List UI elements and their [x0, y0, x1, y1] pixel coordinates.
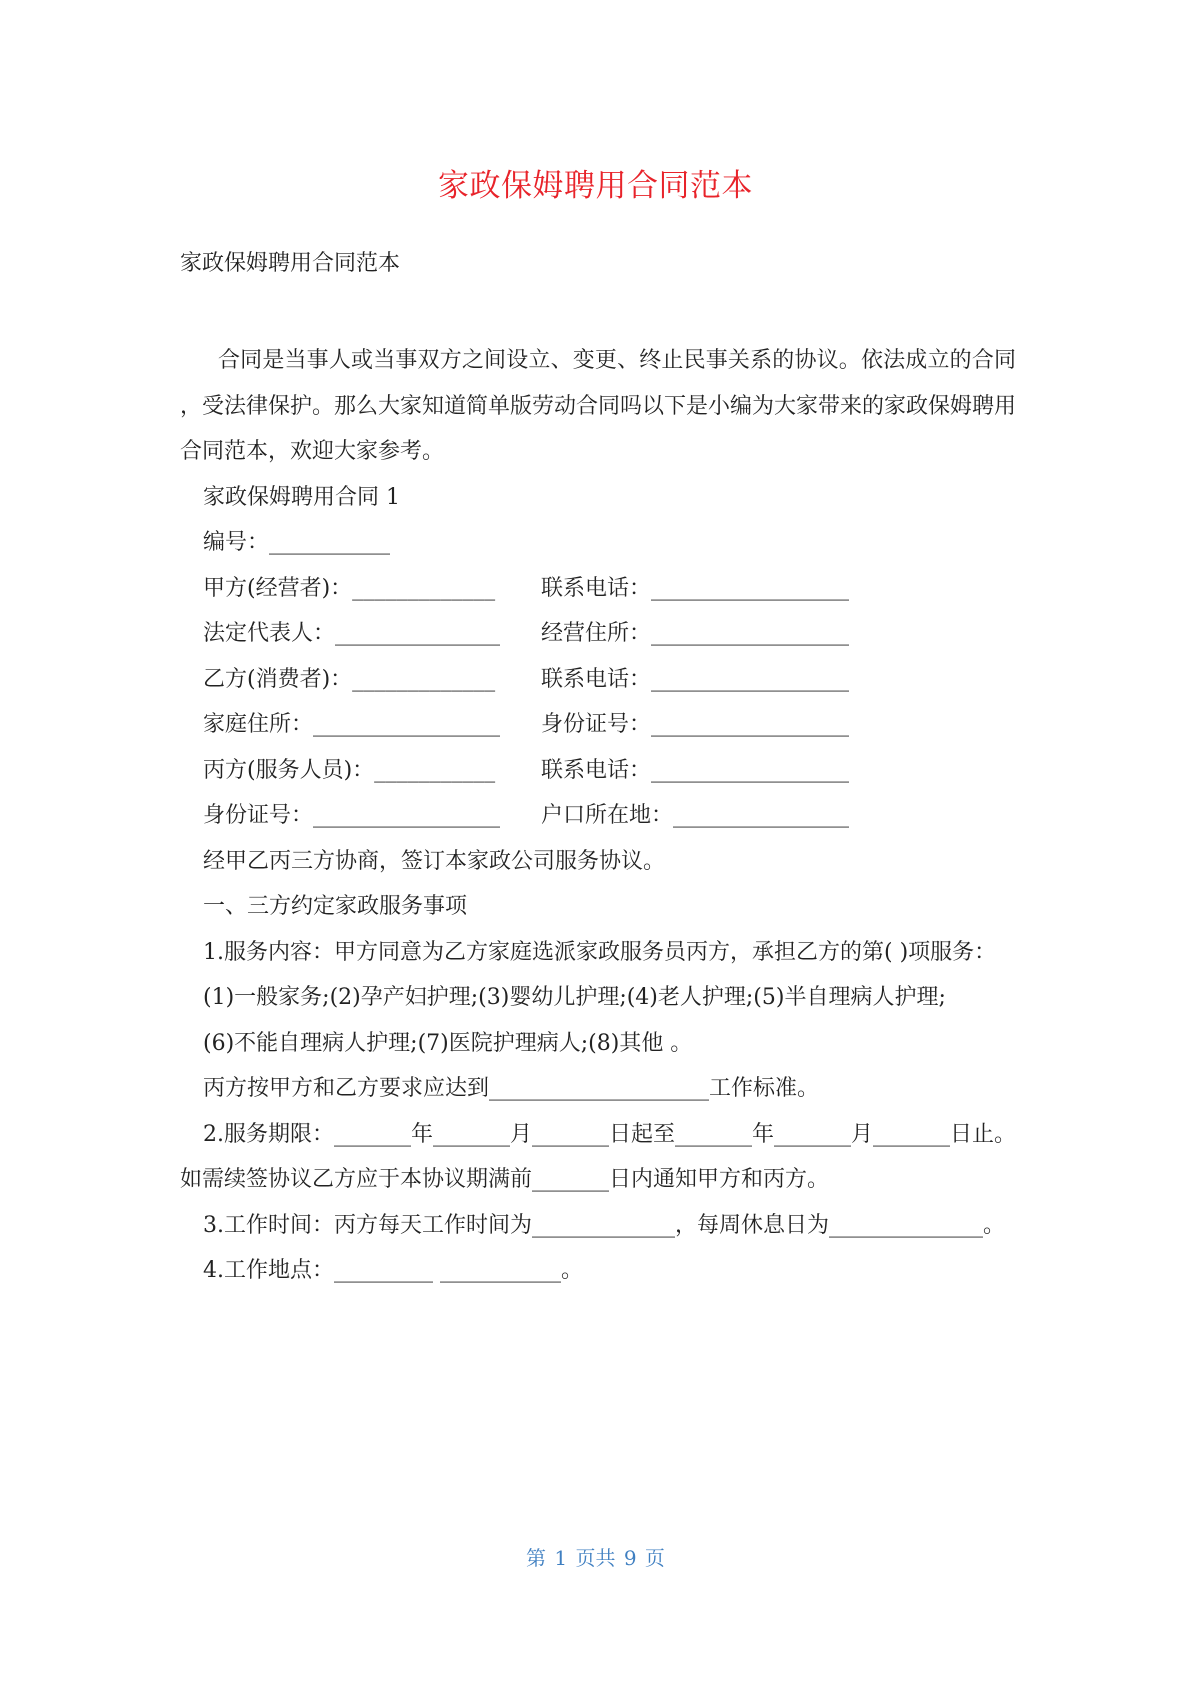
service-content-clause: 1.服务内容：甲方同意为乙方家庭选派家政服务员丙方，承担乙方的第( )项服务： — [203, 939, 997, 965]
legal-rep-field: 法定代表人：_______________ — [203, 621, 501, 646]
party-b-phone-field: 联系电话：__________________ — [541, 666, 850, 692]
home-address-row — [180, 702, 1016, 748]
household-registration-field: 户口所在地：________________ — [541, 803, 850, 828]
work-hours-clause: 3.工作时间：丙方每天工作时间为_____________，每周休息日为______________。 — [203, 1212, 1005, 1238]
party-b-field: 乙方(消费者)：_____________ — [203, 666, 496, 692]
party-a-row — [180, 566, 1016, 612]
home-address-field: 家庭住所：_________________ — [203, 712, 501, 737]
service-period-clause: 2.服务期限：_______年_______月_______日起至_______年_______月_______日止。如需续签协议乙方应于本协议期满前_______日内通知甲方和丙方。 — [180, 1121, 1016, 1192]
party-c-id-field: 身份证号：_________________ — [203, 803, 501, 828]
document-body — [180, 338, 1016, 1294]
party-a-field: 甲方(经营者)：_____________ — [203, 575, 496, 601]
section-one-heading: 一、三方约定家政服务事项 — [203, 894, 468, 919]
work-location-clause: 4.工作地点：_________ ___________。 — [203, 1258, 583, 1283]
work-standard-line: 丙方按甲方和乙方要求应达到____________________工作标准。 — [203, 1076, 820, 1101]
legal-rep-row — [180, 611, 1016, 657]
party-b-id-field: 身份证号：__________________ — [541, 712, 850, 737]
page-indicator: 第 1 页共 9 页 — [526, 1546, 665, 1570]
contract-number-line: 编号：___________ — [203, 530, 391, 555]
agreement-line: 经甲乙丙三方协商，签订本家政公司服务协议。 — [203, 848, 666, 874]
party-a-phone-field: 联系电话：__________________ — [541, 575, 850, 601]
document-subtitle: 家政保姆聘用合同范本 — [180, 251, 401, 276]
service-options-line-2: (6)不能自理病人护理;(7)医院护理病人;(8)其他 。 — [203, 1030, 693, 1056]
intro-paragraph: 合同是当事人或当事双方之间设立、变更、终止民事关系的协议。依法成立的合同 ，受法律保护。那么大家知道简单版劳动合同吗以下是小编为大家带来的家政保姆聘用合同范本，欢迎大家参考。 — [180, 348, 1017, 464]
document-title: 家政保姆聘用合同范本 — [438, 168, 753, 204]
business-address-field: 经营住所：__________________ — [541, 621, 850, 646]
party-c-phone-field: 联系电话：__________________ — [541, 757, 850, 783]
party-c-field: 丙方(服务人员)：___________ — [203, 757, 496, 783]
section-heading: 家政保姆聘用合同 1 — [203, 484, 400, 510]
party-b-row — [180, 657, 1016, 703]
service-options-line-1: (1)一般家务;(2)孕产妇护理;(3)婴幼儿护理;(4)老人护理;(5)半自理病人护理; — [203, 985, 946, 1010]
party-c-row — [180, 748, 1016, 794]
party-c-id-row — [180, 793, 1016, 839]
